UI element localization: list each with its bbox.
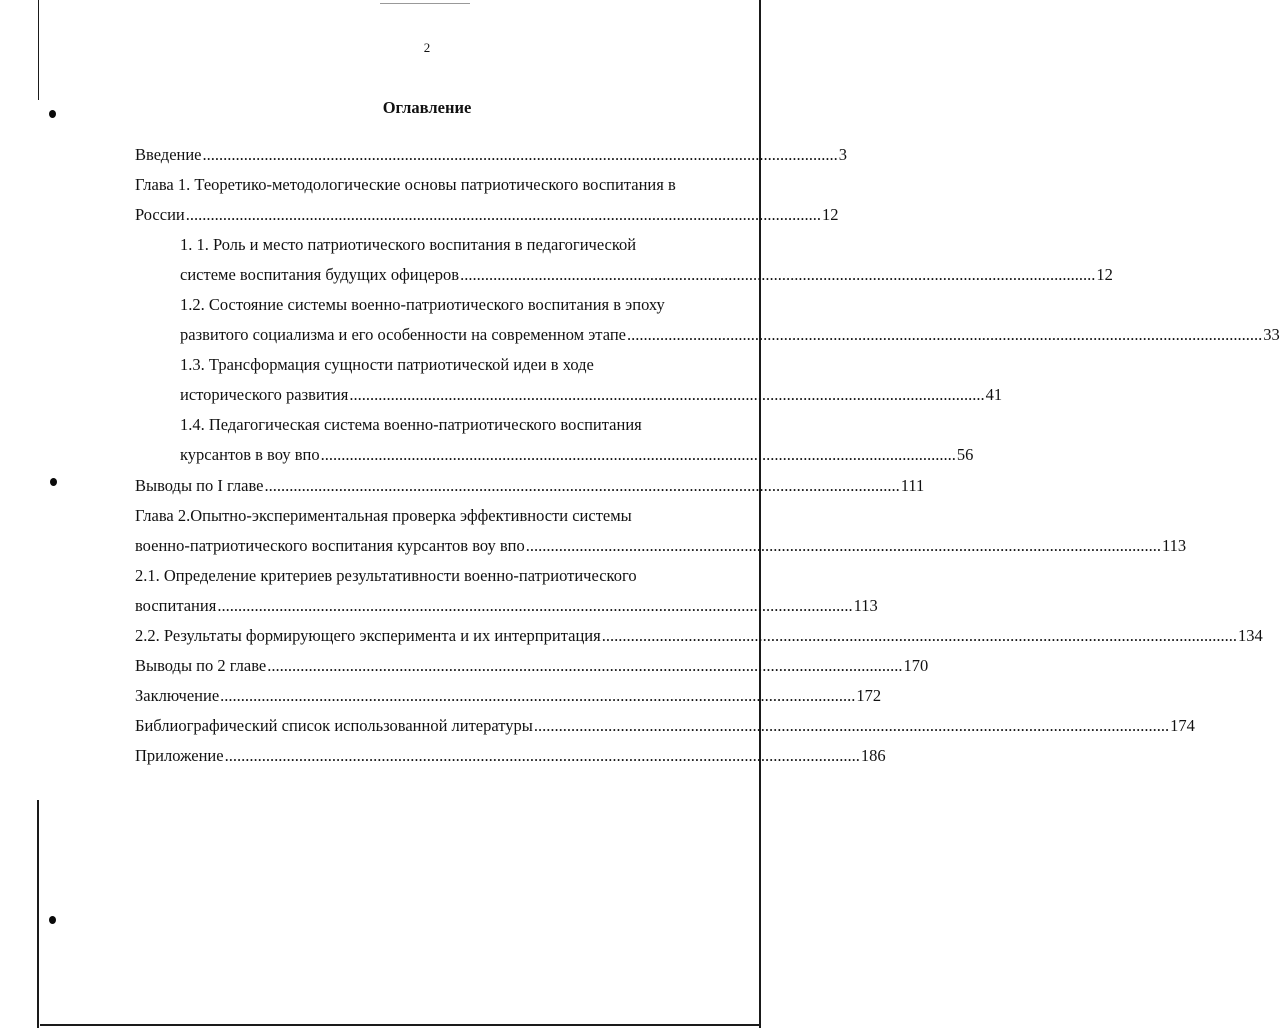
toc-entry-page: 33 <box>1263 325 1280 344</box>
toc-entry-conclusions-1 <box>135 471 925 501</box>
dot-leader: .......................................................................................................................................................... <box>185 205 821 224</box>
toc-entry-text: Глава 1. Теоретико-методологические основы патриотического воспитания в <box>135 175 676 194</box>
toc-entry-text: развитого социализма и его особенности на современном этапе <box>180 325 626 344</box>
toc-entry-section-2-2 <box>135 621 1263 651</box>
dot-leader: .......................................................................................................................................................... <box>320 445 956 464</box>
toc-entry-text: 1.2. Состояние системы военно-патриотического воспитания в эпоху <box>180 295 665 314</box>
dot-leader: .......................................................................................................................................................... <box>267 656 903 675</box>
scan-border-bottom <box>40 1024 760 1026</box>
toc-entry-text: Выводы по I главе <box>135 476 264 495</box>
toc-entry-text: системе воспитания будущих офицеров <box>180 265 460 284</box>
toc-entry-text: военно-патриотического воспитания курсантов воу впо <box>135 536 525 555</box>
toc-entry-page: 174 <box>1170 716 1195 735</box>
toc-entry-section-1-3-line-1 <box>180 350 725 380</box>
toc-entry-introduction <box>135 140 848 170</box>
dot-leader: .......................................................................................................................................................... <box>224 746 860 765</box>
page-number: 2 <box>423 40 431 55</box>
toc-entry-page: 41 <box>985 385 1003 404</box>
dot-leader: .......................................................................................................................................................... <box>460 265 1096 284</box>
toc-entry-text: 1.3. Трансформация сущности патриотической идеи в ходе <box>180 355 594 374</box>
toc-entry-page: 3 <box>838 145 848 164</box>
toc-entry-text: Библиографический список использованной литературы <box>135 716 533 735</box>
toc-entry-section-1-2-line-1 <box>180 290 725 320</box>
toc-entry-text: 2.2. Результаты формирующего эксперимента и их интерпритация <box>135 626 601 645</box>
dot-leader: .......................................................................................................................................................... <box>626 325 1263 344</box>
toc-entry-page: 12 <box>1096 265 1113 284</box>
toc-entry-page: 56 <box>956 445 974 464</box>
dot-leader: .......................................................................................................................................................... <box>217 596 853 615</box>
toc-entry-section-1-1-line-1 <box>180 230 725 260</box>
toc-entry-text: исторического развития <box>180 385 349 404</box>
toc-entry-text: Заключение <box>135 686 220 705</box>
toc-entry-page: 113 <box>1162 536 1187 555</box>
toc-entry-chapter-2-line-1 <box>135 501 725 531</box>
toc-entry-text: 1.4. Педагогическая система военно-патриотического воспитания <box>180 415 642 434</box>
dot-leader: .......................................................................................................................................................... <box>202 145 838 164</box>
toc-entry-section-2-1-line-2 <box>135 591 878 621</box>
toc-entry-page: 113 <box>853 596 878 615</box>
toc-entry-text: 1. 1. Роль и место патриотического воспитания в педагогической <box>180 235 637 254</box>
toc-entry-conclusion <box>135 681 882 711</box>
punch-hole-middle <box>50 478 57 486</box>
punch-hole-bottom <box>49 916 56 924</box>
toc-entry-text: Приложение <box>135 746 224 765</box>
dot-leader: .......................................................................................................................................................... <box>525 536 1162 555</box>
toc-entry-text: воспитания <box>135 596 217 615</box>
toc-entry-text: Глава 2.Опытно-экспериментальная проверка эффективности системы <box>135 506 632 525</box>
toc-entry-appendix <box>135 741 886 771</box>
toc-entry-page: 170 <box>903 656 929 675</box>
toc-entry-page: 186 <box>860 746 886 765</box>
dot-leader: .......................................................................................................................................................... <box>601 626 1237 645</box>
toc-entry-page: 134 <box>1237 626 1263 645</box>
toc-entry-chapter-1-line-1 <box>135 170 725 200</box>
page-title: Оглавление <box>382 98 472 117</box>
toc-entry-section-1-3-line-2 <box>180 380 1003 410</box>
dot-leader: .......................................................................................................................................................... <box>264 476 900 495</box>
toc-entry-section-1-2-line-2 <box>180 320 1280 350</box>
toc-entry-chapter-1-line-2 <box>135 200 839 230</box>
toc-entry-text: России <box>135 205 185 224</box>
dot-leader: .......................................................................................................................................................... <box>220 686 856 705</box>
dot-leader: .......................................................................................................................................................... <box>533 716 1170 735</box>
dot-leader: .......................................................................................................................................................... <box>349 385 985 404</box>
toc-entry-section-1-4-line-2 <box>180 440 974 470</box>
toc-entry-page: 111 <box>900 476 925 495</box>
toc-entry-text: курсантов в воу впо <box>180 445 320 464</box>
toc-entry-section-1-4-line-1 <box>180 410 725 440</box>
scan-border-top <box>380 3 470 4</box>
toc-entry-page: 172 <box>856 686 882 705</box>
toc-entry-conclusions-2 <box>135 651 929 681</box>
toc-entry-page: 12 <box>821 205 839 224</box>
scan-border-left-lower <box>37 800 39 1028</box>
toc-entry-section-1-1-line-2 <box>180 260 1113 290</box>
toc-entry-text: Выводы по 2 главе <box>135 656 267 675</box>
toc-entry-text: Введение <box>135 145 202 164</box>
toc-entry-section-2-1-line-1 <box>135 561 725 591</box>
toc-entry-text: 2.1. Определение критериев результативности военно-патриотического <box>135 566 637 585</box>
toc-entry-bibliography <box>135 711 1195 741</box>
toc-entry-chapter-2-line-2 <box>135 531 1187 561</box>
